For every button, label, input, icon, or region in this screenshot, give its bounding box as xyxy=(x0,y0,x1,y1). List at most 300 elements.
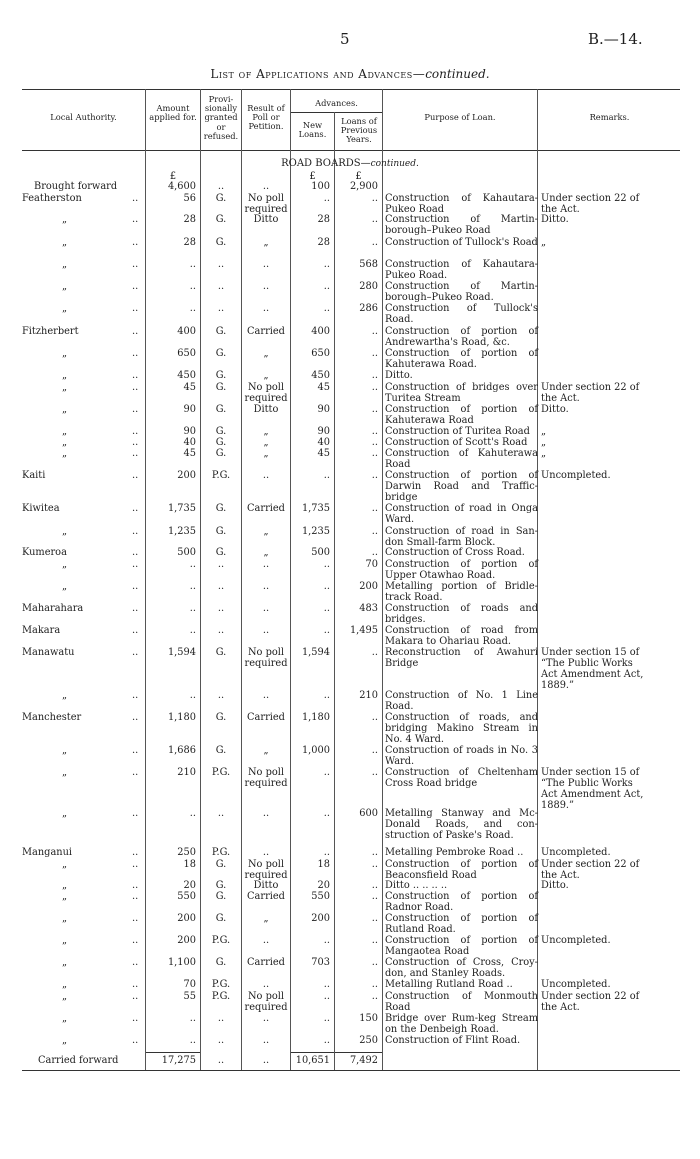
row-new-loans: 1,235 xyxy=(301,526,330,537)
row-amount: 45 xyxy=(183,382,196,393)
row-purpose: Construction of Kahautara-Pukeo Road xyxy=(385,193,538,215)
row-provisional: G. xyxy=(215,448,227,459)
row-new-loans: .. xyxy=(323,808,330,819)
row-result: .. xyxy=(262,1013,270,1024)
row-new-loans: 90 xyxy=(317,404,330,415)
row-leader-dots: .. xyxy=(132,348,139,359)
row-amount: 450 xyxy=(177,370,196,381)
row-purpose: Construction of portion of Beaconsfield Road xyxy=(385,859,538,881)
row-purpose: Metalling Stanway and Mc-Donald Roads, and con-struction of Paske's Road. xyxy=(385,808,538,841)
row-authority: „ xyxy=(62,891,68,902)
row-new-loans: 550 xyxy=(311,891,330,902)
row-amount: 28 xyxy=(183,237,196,248)
row-previous-loans: .. xyxy=(371,348,378,359)
row-previous-loans: .. xyxy=(371,404,378,415)
row-remarks: Uncompleted. xyxy=(541,847,611,858)
row-remarks: Under section 22 of the Act. xyxy=(541,859,640,881)
row-purpose: Ditto. xyxy=(385,370,413,381)
row-authority: „ xyxy=(62,957,68,968)
row-result: .. xyxy=(262,303,270,314)
row-new-loans: .. xyxy=(323,625,330,636)
row-provisional: .. xyxy=(217,559,225,570)
row-new-loans: .. xyxy=(323,193,330,204)
row-remarks: Under section 22 of the Act. xyxy=(541,991,640,1013)
row-result: Ditto xyxy=(253,880,279,891)
row-new-loans: .. xyxy=(323,1035,330,1046)
row-previous-loans: .. xyxy=(371,891,378,902)
row-authority: „ xyxy=(62,808,68,819)
row-new-loans: 1,594 xyxy=(301,647,330,658)
row-result: „ xyxy=(263,426,269,437)
row-provisional: G. xyxy=(215,437,227,448)
row-provisional: G. xyxy=(215,957,227,968)
row-previous-loans: 150 xyxy=(359,1013,378,1024)
row-result: .. xyxy=(262,559,270,570)
row-purpose: Construction of roads and bridges. xyxy=(385,603,538,625)
row-new-loans: 45 xyxy=(317,448,330,459)
row-leader-dots: .. xyxy=(132,847,139,858)
row-amount: 17,275 xyxy=(161,1055,196,1066)
row-provisional: G. xyxy=(215,193,227,204)
row-authority: Fitzherbert xyxy=(22,326,79,337)
totals-rule-amount xyxy=(145,1052,200,1053)
row-purpose: Construction of road in San-don Small-farm Block. xyxy=(385,526,538,548)
row-result: No poll required xyxy=(244,647,288,669)
row-leader-dots: .. xyxy=(132,603,139,614)
row-new-loans: 28 xyxy=(317,237,330,248)
row-new-loans: .. xyxy=(323,690,330,701)
row-new-loans: 400 xyxy=(311,326,330,337)
row-previous-loans: 280 xyxy=(359,281,378,292)
row-purpose: Construction of Kahuterawa Road xyxy=(385,448,538,470)
row-previous-loans: .. xyxy=(371,237,378,248)
currency-amount: £ xyxy=(169,171,177,182)
row-amount: 500 xyxy=(177,547,196,558)
row-authority: „ xyxy=(62,382,68,393)
row-purpose: Construction of Martin-borough–Pukeo Road xyxy=(385,214,538,236)
row-authority: „ xyxy=(62,1035,68,1046)
row-amount: 400 xyxy=(177,326,196,337)
title-continued: continued. xyxy=(425,67,490,81)
row-leader-dots: .. xyxy=(132,237,139,248)
header-purpose-of-loan: Purpose of Loan. xyxy=(424,112,496,122)
row-amount: 55 xyxy=(183,991,196,1002)
row-new-loans: .. xyxy=(323,559,330,570)
row-result: Ditto xyxy=(253,404,279,415)
row-new-loans: 100 xyxy=(311,181,330,192)
row-result: .. xyxy=(262,808,270,819)
row-new-loans: .. xyxy=(323,935,330,946)
row-amount: .. xyxy=(189,808,196,819)
page-number: 5 xyxy=(340,30,350,48)
row-provisional: G. xyxy=(215,859,227,870)
row-previous-loans: .. xyxy=(371,382,378,393)
row-new-loans: .. xyxy=(323,470,330,481)
row-amount: 20 xyxy=(183,880,196,891)
row-provisional: .. xyxy=(217,603,225,614)
row-purpose: Construction of roads in No. 3 Ward. xyxy=(385,745,538,767)
row-leader-dots: .. xyxy=(132,259,139,270)
row-amount: 90 xyxy=(183,426,196,437)
row-provisional: .. xyxy=(217,1035,225,1046)
row-provisional: G. xyxy=(215,526,227,537)
row-new-loans: .. xyxy=(323,603,330,614)
row-remarks: Ditto. xyxy=(541,214,569,225)
row-leader-dots: .. xyxy=(132,303,139,314)
row-provisional: .. xyxy=(217,808,225,819)
row-new-loans: .. xyxy=(323,847,330,858)
row-remarks: Ditto. xyxy=(541,404,569,415)
row-authority: „ xyxy=(62,1013,68,1024)
row-result: .. xyxy=(262,581,270,592)
row-amount: 28 xyxy=(183,214,196,225)
row-new-loans: 1,180 xyxy=(301,712,330,723)
row-leader-dots: .. xyxy=(132,745,139,756)
bottom-rule xyxy=(22,1070,680,1071)
row-provisional: G. xyxy=(215,237,227,248)
row-provisional: G. xyxy=(215,404,227,415)
row-leader-dots: .. xyxy=(132,503,139,514)
row-authority: Carried forward xyxy=(38,1055,119,1066)
header-rule xyxy=(22,150,680,151)
row-previous-loans: .. xyxy=(371,526,378,537)
row-amount: 550 xyxy=(177,891,196,902)
row-purpose: Construction of road in Onga Ward. xyxy=(385,503,538,525)
row-authority: „ xyxy=(62,913,68,924)
row-result: .. xyxy=(262,1055,270,1066)
col-rule-6 xyxy=(382,89,383,1070)
row-previous-loans: .. xyxy=(371,437,378,448)
row-leader-dots: .. xyxy=(132,547,139,558)
row-leader-dots: .. xyxy=(132,404,139,415)
row-previous-loans: .. xyxy=(371,745,378,756)
row-result: „ xyxy=(263,547,269,558)
row-amount: .. xyxy=(189,1035,196,1046)
row-provisional: G. xyxy=(215,891,227,902)
row-new-loans: .. xyxy=(323,991,330,1002)
row-leader-dots: .. xyxy=(132,426,139,437)
row-purpose: Construction of portion of Darwin Road and Traffic-bridge xyxy=(385,470,538,503)
row-previous-loans: .. xyxy=(371,712,378,723)
row-purpose: Construction of bridges over Turitea Stream xyxy=(385,382,538,404)
row-authority: „ xyxy=(62,745,68,756)
row-leader-dots: .. xyxy=(132,437,139,448)
row-remarks: Uncompleted. xyxy=(541,979,611,990)
row-new-loans: 45 xyxy=(317,382,330,393)
row-result: .. xyxy=(262,625,270,636)
row-previous-loans: .. xyxy=(371,448,378,459)
row-purpose: Construction of Turitea Road xyxy=(385,426,530,437)
row-new-loans: 703 xyxy=(311,957,330,968)
row-amount: .. xyxy=(189,690,196,701)
row-leader-dots: .. xyxy=(132,979,139,990)
row-provisional: .. xyxy=(217,1013,225,1024)
row-previous-loans: .. xyxy=(371,913,378,924)
row-previous-loans: .. xyxy=(371,547,378,558)
row-purpose: Construction of Cross Road. xyxy=(385,547,525,558)
row-amount: 200 xyxy=(177,935,196,946)
row-authority: „ xyxy=(62,559,68,570)
row-leader-dots: .. xyxy=(132,526,139,537)
row-amount: 1,594 xyxy=(167,647,196,658)
row-authority: „ xyxy=(62,303,68,314)
row-amount: .. xyxy=(189,281,196,292)
header-result-of-poll: Result of Poll or Petition. xyxy=(247,103,285,132)
row-purpose: Construction of No. 1 Line Road. xyxy=(385,690,538,712)
row-remarks: Under section 15 of “The Public Works Act Amendment Act, 1889.” xyxy=(541,767,644,811)
row-authority: „ xyxy=(62,690,68,701)
row-authority: Kiwitea xyxy=(22,503,60,514)
row-result: .. xyxy=(262,979,270,990)
row-new-loans: 500 xyxy=(311,547,330,558)
row-leader-dots: .. xyxy=(132,625,139,636)
row-result: .. xyxy=(262,847,270,858)
row-result: „ xyxy=(263,437,269,448)
row-result: Carried xyxy=(247,326,285,337)
row-new-loans: .. xyxy=(323,1013,330,1024)
row-amount: .. xyxy=(189,559,196,570)
row-result: .. xyxy=(262,935,270,946)
row-remarks: „ xyxy=(541,448,547,459)
row-amount: 45 xyxy=(183,448,196,459)
row-purpose: Bridge over Rum-keg Stream on the Denbeigh Road. xyxy=(385,1013,538,1035)
row-result: No poll required xyxy=(244,193,288,215)
row-result: „ xyxy=(263,348,269,359)
row-previous-loans: 7,492 xyxy=(349,1055,378,1066)
row-new-loans: .. xyxy=(323,259,330,270)
row-leader-dots: .. xyxy=(132,935,139,946)
row-result: .. xyxy=(262,181,270,192)
row-result: „ xyxy=(263,745,269,756)
section-label: ROAD BOARDS— xyxy=(281,158,371,169)
row-result: No poll required xyxy=(244,382,288,404)
row-provisional: .. xyxy=(217,581,225,592)
row-purpose: Metalling portion of Bridle-track Road. xyxy=(385,581,538,603)
top-rule xyxy=(22,89,680,90)
row-purpose: Construction of portion of Radnor Road. xyxy=(385,891,538,913)
row-provisional: G. xyxy=(215,547,227,558)
row-previous-loans: 2,900 xyxy=(349,181,378,192)
row-result: „ xyxy=(263,913,269,924)
row-purpose: Construction of portion of Andrewartha's Road, &c. xyxy=(385,326,538,348)
row-authority: „ xyxy=(62,259,68,270)
row-result: Carried xyxy=(247,712,285,723)
page-reference: B.—14. xyxy=(588,30,643,48)
row-previous-loans: .. xyxy=(371,503,378,514)
row-leader-dots: .. xyxy=(132,991,139,1002)
row-leader-dots: .. xyxy=(132,581,139,592)
row-previous-loans: .. xyxy=(371,647,378,658)
row-leader-dots: .. xyxy=(132,913,139,924)
row-previous-loans: .. xyxy=(371,991,378,1002)
row-leader-dots: .. xyxy=(132,891,139,902)
row-leader-dots: .. xyxy=(132,767,139,778)
row-authority: Featherston xyxy=(22,193,82,204)
row-result: „ xyxy=(263,370,269,381)
row-remarks: Under section 22 of the Act. xyxy=(541,193,640,215)
header-amount-applied: Amount applied for. xyxy=(149,103,197,123)
row-purpose: Construction of Kahautara-Pukeo Road. xyxy=(385,259,538,281)
row-leader-dots: .. xyxy=(132,712,139,723)
row-amount: .. xyxy=(189,625,196,636)
row-leader-dots: .. xyxy=(132,808,139,819)
row-leader-dots: .. xyxy=(132,690,139,701)
row-authority: Brought forward xyxy=(34,181,118,192)
row-result: .. xyxy=(262,470,270,481)
row-result: .. xyxy=(262,281,270,292)
row-leader-dots: .. xyxy=(132,1035,139,1046)
section-continued: continued. xyxy=(370,159,419,169)
row-new-loans: 90 xyxy=(317,426,330,437)
row-previous-loans: .. xyxy=(371,847,378,858)
currency-new-loans: £ xyxy=(309,171,316,182)
row-previous-loans: 568 xyxy=(359,259,378,270)
row-purpose: Construction of portion of Mangaotea Road xyxy=(385,935,538,957)
row-result: Carried xyxy=(247,503,285,514)
row-authority: Kaiti xyxy=(22,470,46,481)
row-provisional: G. xyxy=(215,712,227,723)
row-leader-dots: .. xyxy=(132,559,139,570)
row-provisional: G. xyxy=(215,370,227,381)
row-result: Ditto xyxy=(253,214,279,225)
row-provisional: .. xyxy=(217,281,225,292)
row-amount: .. xyxy=(189,581,196,592)
row-leader-dots: .. xyxy=(132,859,139,870)
header-new-loans: New Loans. xyxy=(298,120,327,140)
row-previous-loans: 250 xyxy=(359,1035,378,1046)
row-remarks: Ditto. xyxy=(541,880,569,891)
row-remarks: Uncompleted. xyxy=(541,935,611,946)
row-authority: Manawatu xyxy=(22,647,75,658)
row-result: .. xyxy=(262,1035,270,1046)
row-new-loans: 1,000 xyxy=(301,745,330,756)
row-leader-dots: .. xyxy=(132,1013,139,1024)
row-authority: Kumeroa xyxy=(22,547,67,558)
row-authority: „ xyxy=(62,526,68,537)
row-previous-loans: .. xyxy=(371,426,378,437)
row-provisional: G. xyxy=(215,647,227,658)
row-provisional: P.G. xyxy=(211,470,231,481)
row-new-loans: .. xyxy=(323,767,330,778)
row-authority: „ xyxy=(62,237,68,248)
row-result: .. xyxy=(262,690,270,701)
row-purpose: Metalling Rutland Road .. xyxy=(385,979,513,990)
row-amount: 1,235 xyxy=(167,526,196,537)
row-previous-loans: .. xyxy=(371,370,378,381)
row-amount: 4,600 xyxy=(167,181,196,192)
row-leader-dots: .. xyxy=(132,470,139,481)
row-provisional: G. xyxy=(215,745,227,756)
row-purpose: Construction of Cross, Croy-don, and Stanley Roads. xyxy=(385,957,538,979)
row-purpose: Construction of Tullock's Road. xyxy=(385,303,538,325)
row-previous-loans: .. xyxy=(371,326,378,337)
row-provisional: .. xyxy=(217,1055,225,1066)
row-previous-loans: .. xyxy=(371,957,378,968)
row-purpose: Construction of Cheltenham Cross Road bridge xyxy=(385,767,538,789)
row-new-loans: 20 xyxy=(317,880,330,891)
row-amount: 1,686 xyxy=(167,745,196,756)
row-authority: „ xyxy=(62,348,68,359)
row-remarks: Uncompleted. xyxy=(541,470,611,481)
row-previous-loans: 286 xyxy=(359,303,378,314)
row-previous-loans: .. xyxy=(371,880,378,891)
row-provisional: P.G. xyxy=(211,991,231,1002)
row-leader-dots: .. xyxy=(132,214,139,225)
row-authority: „ xyxy=(62,859,68,870)
currency-previous: £ xyxy=(355,171,362,182)
row-new-loans: .. xyxy=(323,979,330,990)
row-new-loans: 450 xyxy=(311,370,330,381)
row-new-loans: 40 xyxy=(317,437,330,448)
row-result: No poll required xyxy=(244,859,288,881)
header-provisionally: Provi-sionally granted or refused. xyxy=(203,94,239,141)
row-provisional: G. xyxy=(215,426,227,437)
row-amount: 56 xyxy=(183,193,196,204)
row-provisional: G. xyxy=(215,880,227,891)
row-purpose: Construction of roads, and bridging Makino Stream in No. 4 Ward. xyxy=(385,712,538,745)
row-authority: Manchester xyxy=(22,712,82,723)
row-leader-dots: .. xyxy=(132,957,139,968)
row-amount: 200 xyxy=(177,913,196,924)
row-leader-dots: .. xyxy=(132,880,139,891)
row-provisional: G. xyxy=(215,214,227,225)
row-previous-loans: 70 xyxy=(365,559,378,570)
row-provisional: G. xyxy=(215,348,227,359)
row-amount: .. xyxy=(189,303,196,314)
row-new-loans: 28 xyxy=(317,214,330,225)
row-authority: „ xyxy=(62,581,68,592)
row-result: „ xyxy=(263,448,269,459)
row-authority: Maharahara xyxy=(22,603,84,614)
row-amount: 1,100 xyxy=(167,957,196,968)
row-remarks: „ xyxy=(541,237,547,248)
row-remarks: „ xyxy=(541,426,547,437)
row-authority: „ xyxy=(62,448,68,459)
row-result: „ xyxy=(263,526,269,537)
row-amount: 1,180 xyxy=(167,712,196,723)
row-provisional: .. xyxy=(217,690,225,701)
row-previous-loans: .. xyxy=(371,767,378,778)
row-leader-dots: .. xyxy=(132,448,139,459)
row-previous-loans: 200 xyxy=(359,581,378,592)
row-authority: „ xyxy=(62,880,68,891)
row-authority: „ xyxy=(62,426,68,437)
row-authority: „ xyxy=(62,437,68,448)
row-purpose: Metalling Pembroke Road .. xyxy=(385,847,524,858)
row-new-loans: 200 xyxy=(311,913,330,924)
document-title xyxy=(0,67,700,81)
header-advances: Advances. xyxy=(315,98,358,108)
row-provisional: P.G. xyxy=(211,767,231,778)
row-provisional: G. xyxy=(215,913,227,924)
row-purpose: Ditto .. .. .. .. xyxy=(385,880,448,891)
row-amount: 1,735 xyxy=(167,503,196,514)
advances-rule xyxy=(290,112,382,113)
row-previous-loans: 1,495 xyxy=(349,625,378,636)
row-purpose: Construction of portion of Rutland Road. xyxy=(385,913,538,935)
row-result: .. xyxy=(262,603,270,614)
row-leader-dots: .. xyxy=(132,326,139,337)
row-previous-loans: 600 xyxy=(359,808,378,819)
row-amount: 250 xyxy=(177,847,196,858)
row-amount: .. xyxy=(189,603,196,614)
row-authority: „ xyxy=(62,404,68,415)
row-result: .. xyxy=(262,259,270,270)
row-result: No poll required xyxy=(244,767,288,789)
row-provisional: P.G. xyxy=(211,935,231,946)
row-purpose: Construction of portion of Upper Otawhao Road. xyxy=(385,559,538,581)
row-purpose: Reconstruction of Awahuri Bridge xyxy=(385,647,538,669)
